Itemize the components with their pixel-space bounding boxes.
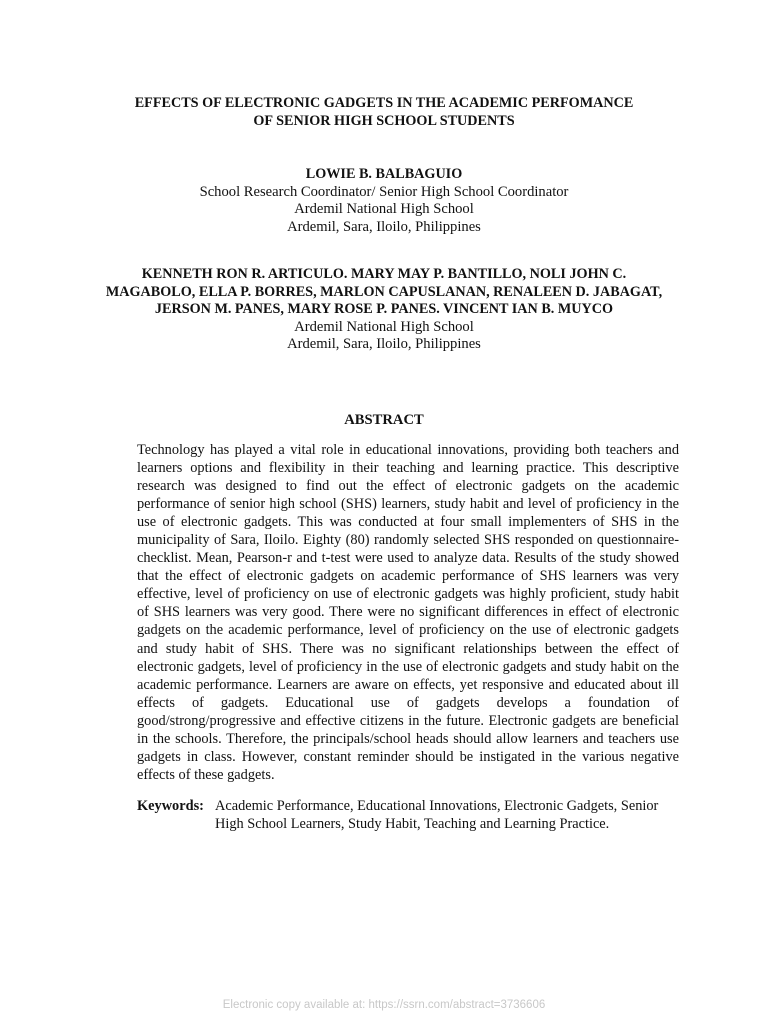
author-block-coauthors [80,266,688,354]
abstract-heading: ABSTRACT [344,412,424,428]
coauthor-names: KENNETH RON R. ARTICULO. MARY MAY P. BANTILLO, NOLI JOHN C. MAGABOLO, ELLA P. BORRES, MARLON CAPUSLANAN, RENALEEN D. JABAGAT, JERSON M. PANES, MARY ROSE P. PANES. VINCENT IAN B. MUYCO [105,266,663,318]
keywords-text: Academic Performance, Educational Innovations, Electronic Gadgets, Senior High School Learners, Study Habit, Teaching and Learning Practice. [215,798,659,832]
author-school: Ardemil National High School [294,201,474,218]
abstract-body: Technology has played a vital role in educational innovations, providing both teachers and learners options and flexibility in their teaching and learning practice. This descriptive research was designed to find out the effect of electronic gadgets on the academic performance of senior high school (SHS) learners, study habit and level of proficiency in the use of electronic gadgets. This was conducted at four small implementers of SHS in the municipality of Sara, Iloilo. Eighty (80) randomly selected SHS responded on questionnaire-checklist. Mean, Pearson-r and t-test were used to analyze data. Results of the study showed that the effect of electronic gadgets on academic performance of SHS learners was very effective, level of proficiency on use of electronic gadgets was highly proficient, study habit of SHS learners was very good. There were no significant differences in effect of electronic gadgets on the academic performance, level of proficiency on the use of electronic gadgets and study habit of SHS. There was no significant relationships between the effect of electronic gadgets, level of proficiency in the use of electronic gadgets and study habit on the academic performance. Learners are aware on effects, yet responsive and educated about ill effects of gadgets. Educational use of gadgets develops a foundation of good/strong/progressive and effective citizens in the future. Electronic gadgets are beneficial in the schools. Therefore, the principals/school heads should allow learners and teachers use gadgets in class. However, constant reminder should be instigated in the various negative effects of these gadgets. [137,442,679,783]
ssrn-footer-link[interactable]: Electronic copy available at: https://ssrn.com/abstract=3736606 [222,999,546,1011]
coauthor-location: Ardemil, Sara, Iloilo, Philippines [287,336,481,353]
paper-title-line-1: EFFECTS OF ELECTRONIC GADGETS IN THE ACADEMIC PERFOMANCE [134,95,634,111]
paper-title-line-2: OF SENIOR HIGH SCHOOL STUDENTS [253,113,515,129]
author-position: School Research Coordinator/ Senior High School Coordinator [199,183,569,200]
keywords-label: Keywords: [137,798,204,814]
author-location: Ardemil, Sara, Iloilo, Philippines [287,218,481,235]
author-name: LOWIE B. BALBAGUIO [305,166,463,182]
keywords [137,797,682,833]
author-block-primary [80,166,688,236]
paper-title [100,94,668,130]
coauthor-school: Ardemil National High School [294,318,474,335]
